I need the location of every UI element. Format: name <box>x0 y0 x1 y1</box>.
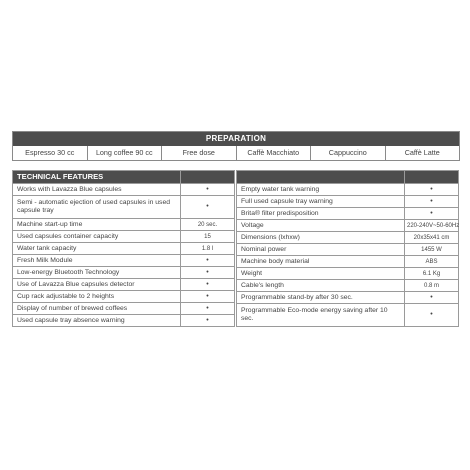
feature-value: 1.8 l <box>181 243 235 255</box>
table-row <box>13 243 235 255</box>
feature-label: Use of Lavazza Blue capsules detector <box>13 279 181 291</box>
preparation-item: Caffè Latte <box>385 146 460 160</box>
table-row <box>237 256 459 268</box>
table-row <box>13 196 235 219</box>
feature-label: Low-energy Bluetooth Technology <box>13 267 181 279</box>
feature-label: Used capsule tray absence warning <box>13 315 181 327</box>
feature-label: Cup rack adjustable to 2 heights <box>13 291 181 303</box>
table-row <box>13 291 235 303</box>
table-row <box>237 268 459 280</box>
feature-bullet: • <box>405 292 459 304</box>
feature-value: 6.1 Kg <box>405 268 459 280</box>
feature-bullet: • <box>181 279 235 291</box>
feature-label: Water tank capacity <box>13 243 181 255</box>
header-blank-cell <box>405 171 459 184</box>
table-row <box>13 219 235 231</box>
feature-label: Machine start-up time <box>13 219 181 231</box>
feature-value: 15 <box>181 231 235 243</box>
feature-bullet: • <box>181 267 235 279</box>
technical-features-title: TECHNICAL FEATURES <box>13 171 181 184</box>
feature-bullet: • <box>405 208 459 220</box>
preparation-item: Espresso 30 cc <box>25 148 75 157</box>
feature-value: 220-240V~50-60Hz <box>405 220 459 232</box>
feature-label: Empty water tank warning <box>237 184 405 196</box>
feature-label: Weight <box>237 268 405 280</box>
feature-label: Semi - automatic ejection of used capsules in used capsule tray <box>13 196 181 219</box>
preparation-table <box>12 131 460 161</box>
feature-bullet: • <box>405 184 459 196</box>
technical-features-header <box>13 171 235 184</box>
preparation-item: Free dose <box>161 146 236 160</box>
table-row <box>237 184 459 196</box>
table-row <box>237 280 459 292</box>
table-row <box>237 196 459 208</box>
table-row <box>237 208 459 220</box>
header-blank-cell <box>237 171 405 184</box>
specifications-header <box>237 171 459 184</box>
feature-bullet: • <box>181 291 235 303</box>
feature-label: Dimensions (lxhxw) <box>237 232 405 244</box>
table-row <box>237 244 459 256</box>
table-row <box>13 231 235 243</box>
feature-label: Used capsules container capacity <box>13 231 181 243</box>
feature-label: Programmable Eco-mode energy saving after 10 sec. <box>237 304 405 327</box>
table-row <box>237 304 459 327</box>
feature-bullet: • <box>181 196 235 219</box>
technical-features-table <box>12 170 235 327</box>
table-row <box>13 255 235 267</box>
table-row <box>237 232 459 244</box>
feature-value: 0.8 m <box>405 280 459 292</box>
table-row <box>237 292 459 304</box>
table-row <box>13 279 235 291</box>
feature-bullet: • <box>181 315 235 327</box>
header-blank-cell <box>181 171 235 184</box>
feature-label: Full used capsule tray warning <box>237 196 405 208</box>
feature-label: Programmable stand-by after 30 sec. <box>237 292 405 304</box>
table-row <box>13 184 235 196</box>
feature-label: Machine body material <box>237 256 405 268</box>
feature-bullet: • <box>181 303 235 315</box>
feature-label: Voltage <box>237 220 405 232</box>
feature-label: Nominal power <box>237 244 405 256</box>
preparation-item: Caffè Macchiato <box>236 146 311 160</box>
feature-label: Cable's length <box>237 280 405 292</box>
feature-bullet: • <box>181 184 235 196</box>
preparation-title: PREPARATION <box>13 132 459 146</box>
table-row <box>13 303 235 315</box>
feature-value: 20 sec. <box>181 219 235 231</box>
table-row <box>13 267 235 279</box>
feature-bullet: • <box>405 196 459 208</box>
preparation-item: Long coffee 90 cc <box>87 146 162 160</box>
feature-label: Fresh Milk Module <box>13 255 181 267</box>
feature-label: Display of number of brewed coffees <box>13 303 181 315</box>
preparation-row <box>13 146 459 160</box>
feature-value: 1455 W <box>405 244 459 256</box>
feature-bullet: • <box>405 304 459 327</box>
feature-value: ABS <box>405 256 459 268</box>
feature-bullet: • <box>181 255 235 267</box>
feature-label: Works with Lavazza Blue capsules <box>13 184 181 196</box>
feature-value: 20x35x41 cm <box>405 232 459 244</box>
table-row <box>13 315 235 327</box>
feature-label: Brita® filter predisposition <box>237 208 405 220</box>
specifications-table <box>236 170 459 327</box>
preparation-item: Cappuccino <box>310 146 385 160</box>
table-row <box>237 220 459 232</box>
